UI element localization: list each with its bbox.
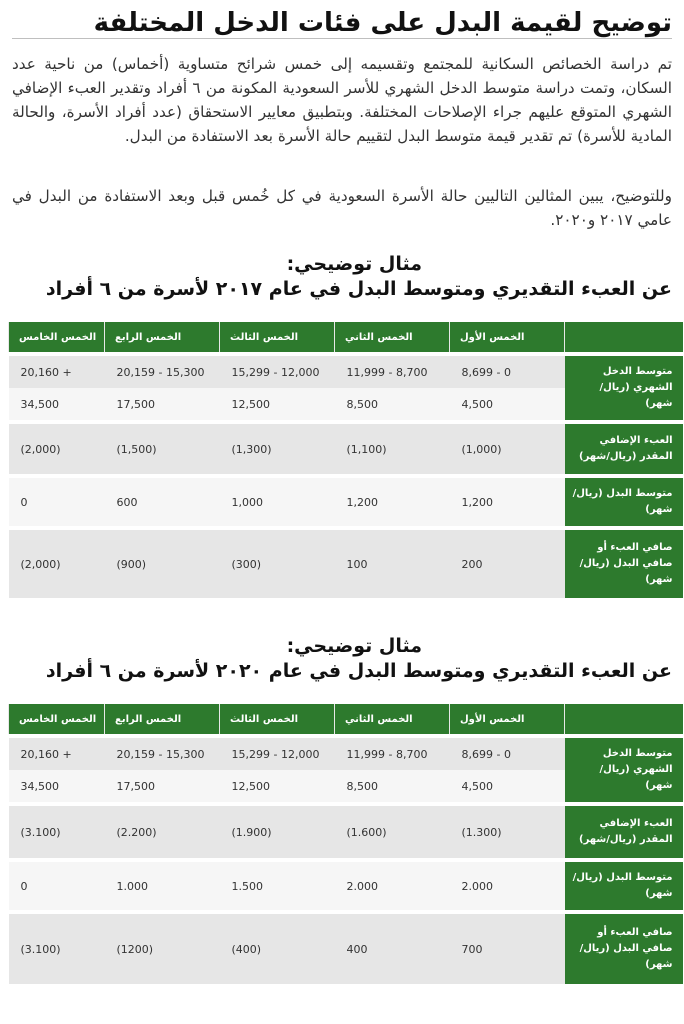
cell-burden: (1.300)	[450, 804, 565, 860]
example-2017-heading-line2: عن العبء التقديري ومتوسط البدل في عام ٢٠١٧ لأسرة من ٦ أفراد	[45, 278, 672, 300]
cell-income-average: 12,500	[220, 770, 335, 804]
header-quintile-2: الخمس الثاني	[335, 704, 450, 736]
table-2017	[8, 322, 683, 598]
cell-income-range: 12,000 - 15,299	[220, 736, 335, 770]
cell-allowance: 1,000	[220, 476, 335, 528]
header-quintile-3: الخمس الثالث	[220, 704, 335, 736]
cell-allowance: 0	[9, 476, 105, 528]
cell-allowance: 1,200	[450, 476, 565, 528]
cell-income-range: 15,300 - 20,159	[105, 736, 220, 770]
cell-income-average: 4,500	[450, 388, 565, 422]
cell-income-range: 8,700 - 11,999	[335, 736, 450, 770]
cell-net: 100	[335, 528, 450, 598]
examples-paragraph: وللتوضيح، يبين المثالين التاليين حالة الأسرة السعودية في كل خُمس قبل وبعد الاستفادة من البدل في عامي ٢٠١٧ و٢٠٢٠.	[12, 187, 672, 229]
cell-burden: (2,000)	[9, 422, 105, 476]
cell-income-range: 0 - 8,699	[450, 736, 565, 770]
table-row	[9, 912, 683, 984]
cell-allowance: 1,200	[335, 476, 450, 528]
cell-allowance: 2.000	[450, 860, 565, 912]
cell-income-range: 12,000 - 15,299	[220, 354, 335, 388]
cell-burden: (1,300)	[220, 422, 335, 476]
table-row	[9, 860, 683, 912]
cell-income-range: 15,300 - 20,159	[105, 354, 220, 388]
cell-income-range: + 20,160	[9, 736, 105, 770]
row-label-burden: العبء الإضافي المقدر (ريال/شهر)	[565, 422, 683, 476]
cell-net: (2,000)	[9, 528, 105, 598]
table-row	[9, 354, 683, 388]
row-label-income: متوسط الدخل الشهري (ريال/ شهر)	[565, 736, 683, 804]
table-header-row	[9, 704, 683, 736]
cell-income-average: 34,500	[9, 770, 105, 804]
title-divider	[12, 38, 672, 39]
example-2020-heading-line1: مثال توضيحي:	[286, 635, 422, 657]
row-label-burden: العبء الإضافي المقدر (ريال/شهر)	[565, 804, 683, 860]
table-row	[9, 804, 683, 860]
header-quintile-3: الخمس الثالث	[220, 322, 335, 354]
table-row	[9, 736, 683, 770]
table-2020	[8, 704, 683, 984]
cell-net: (400)	[220, 912, 335, 984]
cell-burden: (3.100)	[9, 804, 105, 860]
cell-income-range: 8,700 - 11,999	[335, 354, 450, 388]
cell-income-average: 8,500	[335, 388, 450, 422]
header-quintile-4: الخمس الرابع	[105, 322, 220, 354]
cell-net: (3.100)	[9, 912, 105, 984]
header-quintile-5: الخمس الخامس	[9, 322, 105, 354]
cell-income-range: 0 - 8,699	[450, 354, 565, 388]
row-label-income: متوسط الدخل الشهري (ريال/ شهر)	[565, 354, 683, 422]
intro-paragraph: تم دراسة الخصائص السكانية للمجتمع وتقسيمه إلى خمس شرائح متساوية (أخماس) من ناحية عدد السكان، وتمت دراسة متوسط الدخل الشهري للأسر السعودية المكونة من ٦ أفراد وتقدير العبء الإضافي الشهري المتوقع عليهم جراء الإصلاحات المختلفة. وبتطبيق معايير الاستحقاق (عدد أفراد الأسرة، والحالة المادية للأسرة) تم تقدير قيمة متوسط البدل لتقييم حالة الأسرة بعد الاستفادة من البدل.	[12, 55, 672, 145]
cell-burden: (1,500)	[105, 422, 220, 476]
cell-burden: (2.200)	[105, 804, 220, 860]
cell-income-average: 8,500	[335, 770, 450, 804]
table-row	[9, 422, 683, 476]
table-header-row	[9, 322, 683, 354]
cell-burden: (1,000)	[450, 422, 565, 476]
cell-allowance: 1.500	[220, 860, 335, 912]
row-label-net: صافي العبء أو صافي البدل (ريال/شهر)	[565, 912, 683, 984]
cell-net: 400	[335, 912, 450, 984]
cell-net: (900)	[105, 528, 220, 598]
cell-income-average: 34,500	[9, 388, 105, 422]
header-corner	[565, 322, 683, 354]
cell-income-average: 12,500	[220, 388, 335, 422]
cell-income-average: 17,500	[105, 388, 220, 422]
table-row	[9, 476, 683, 528]
cell-income-range: + 20,160	[9, 354, 105, 388]
header-quintile-5: الخمس الخامس	[9, 704, 105, 736]
example-2017-heading-line1: مثال توضيحي:	[286, 253, 422, 275]
example-2020-heading-line2: عن العبء التقديري ومتوسط البدل في عام ٢٠٢٠ لأسرة من ٦ أفراد	[45, 660, 672, 682]
example-2020-heading	[12, 634, 672, 684]
table-row	[9, 528, 683, 598]
row-label-allowance: متوسط البدل (ريال/شهر)	[565, 860, 683, 912]
header-quintile-2: الخمس الثاني	[335, 322, 450, 354]
example-2017-heading	[12, 252, 672, 302]
header-quintile-4: الخمس الرابع	[105, 704, 220, 736]
row-label-net: صافي العبء أو صافي البدل (ريال/شهر)	[565, 528, 683, 598]
cell-income-average: 4,500	[450, 770, 565, 804]
header-quintile-1: الخمس الأول	[450, 704, 565, 736]
cell-allowance: 2.000	[335, 860, 450, 912]
page-title: توضيح لقيمة البدل على فئات الدخل المختلفة	[93, 8, 672, 38]
cell-net: (1200)	[105, 912, 220, 984]
cell-burden: (1.900)	[220, 804, 335, 860]
cell-allowance: 0	[9, 860, 105, 912]
cell-income-average: 17,500	[105, 770, 220, 804]
cell-allowance: 600	[105, 476, 220, 528]
cell-net: 200	[450, 528, 565, 598]
cell-net: 700	[450, 912, 565, 984]
row-label-allowance: متوسط البدل (ريال/شهر)	[565, 476, 683, 528]
cell-net: (300)	[220, 528, 335, 598]
cell-allowance: 1.000	[105, 860, 220, 912]
header-quintile-1: الخمس الأول	[450, 322, 565, 354]
cell-burden: (1,100)	[335, 422, 450, 476]
cell-burden: (1.600)	[335, 804, 450, 860]
header-corner	[565, 704, 683, 736]
